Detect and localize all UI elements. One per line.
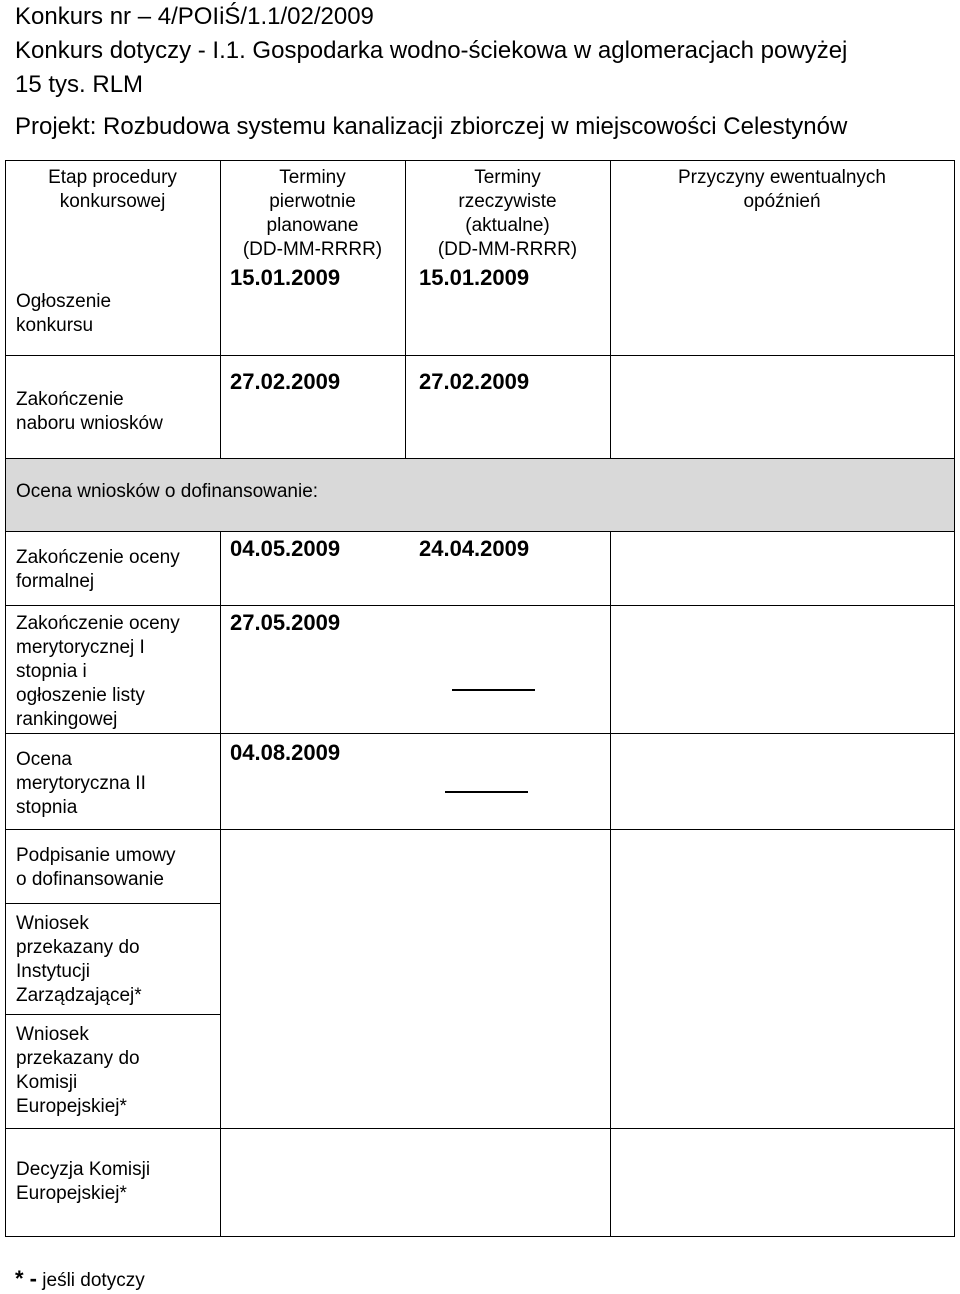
footnote-mark: * - [15,1266,37,1291]
col-header-reasons: Przyczyny ewentualnych opóźnień [677,167,887,212]
row-label-announcement: Ogłoszenie konkursu [16,291,112,336]
project-title: Projekt: Rozbudowa systemu kanalizacji zbiorczej w miejscowości Celestynów [15,113,848,140]
col-header-stage: Etap procedury konkursowej [48,167,177,212]
end-of-call-actual-date: 27.02.2009 [419,369,530,394]
contest-number: Konkurs nr – 4/POIiŚ/1.1/02/2009 [15,3,374,30]
formal-planned-date: 04.05.2009 [230,536,341,561]
footnote-text: jeśli dotyczy [37,1270,145,1291]
table-col-divider [220,531,221,1237]
table-row-divider [5,531,955,532]
table-row-divider [5,1128,955,1129]
document-header [15,0,950,144]
merit-stage-2-planned-date: 04.08.2009 [230,740,341,765]
row-label-end-of-call: Zakończenie naboru wniosków [16,389,163,434]
table-border-bottom [5,1236,955,1237]
section-title: Ocena wniosków o dofinansowanie: [16,481,319,502]
merit-stage-2-actual-blank [445,791,528,793]
contest-scope: Konkurs dotyczy - I.1. Gospodarka wodno-ściekowa w aglomeracjach powyżej [15,37,848,64]
row-label-formal: Zakończenie oceny formalnej [16,547,180,592]
footnote [15,1266,145,1294]
contest-scope-cont: 15 tys. RLM [15,71,144,98]
row-label-to-managing-authority: Wniosek przekazany do Instytucji Zarządzającej* [16,913,142,1006]
table-row-divider [5,1014,220,1015]
table-border-right [954,160,955,1237]
row-label-merit-stage-2: Ocena merytoryczna II stopnia [16,749,146,818]
table-row-divider [5,829,955,830]
row-label-merit-stage-1: Zakończenie oceny merytorycznej I stopnia i ogłoszenie listy rankingowej [16,613,180,730]
announcement-planned-date: 15.01.2009 [230,265,341,290]
row-label-to-european-commission: Wniosek przekazany do Komisji Europejskiej* [16,1024,140,1117]
table-row-divider [5,733,955,734]
table-col-divider [610,531,611,1237]
formal-actual-date: 24.04.2009 [419,536,530,561]
table-row-divider [5,458,955,459]
announcement-actual-date: 15.01.2009 [419,265,530,290]
row-label-contract: Podpisanie umowy o dofinansowanie [16,845,176,890]
end-of-call-planned-date: 27.02.2009 [230,369,341,394]
table-border-left [5,160,6,1237]
table-row-divider [5,903,220,904]
col-header-planned: Terminy pierwotnie planowane (DD-MM-RRRR) [242,167,383,260]
table-border-top [5,160,955,161]
col-header-actual: Terminy rzeczywiste (aktualne) (DD-MM-RRRR) [437,167,578,260]
table-row-divider [5,355,955,356]
merit-stage-1-actual-blank [452,689,535,691]
table-row-divider [5,605,955,606]
merit-stage-1-planned-date: 27.05.2009 [230,610,341,635]
row-label-ec-decision: Decyzja Komisji Europejskiej* [16,1159,151,1204]
